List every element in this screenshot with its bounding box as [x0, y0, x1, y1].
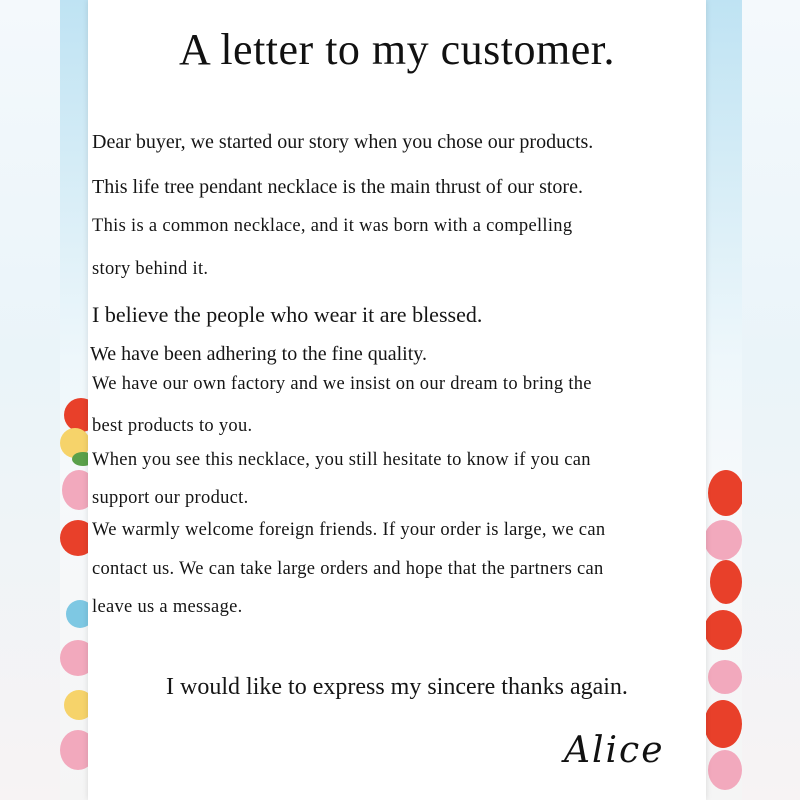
signature: Alice	[564, 730, 665, 771]
flower-icon	[710, 560, 742, 604]
flower-icon	[708, 660, 742, 694]
letter-line: best products to you.	[92, 416, 253, 436]
letter-line: We have been adhering to the fine quality.	[90, 343, 427, 365]
letter-line: This is a common necklace, and it was born with a compelling	[92, 216, 573, 236]
flower-icon	[704, 610, 742, 650]
right-floral-border	[704, 0, 742, 800]
letter-line: We warmly welcome foreign friends. If your order is large, we can	[92, 520, 606, 540]
letter-line: Dear buyer, we started our story when you chose our products.	[92, 131, 594, 153]
letter-line: story behind it.	[92, 259, 209, 279]
flower-icon	[704, 520, 742, 560]
letter-line: contact us. We can take large orders and hope that the partners can	[92, 559, 604, 579]
letter-line: This life tree pendant necklace is the main thrust of our store.	[92, 176, 583, 198]
flower-icon	[704, 700, 742, 748]
letter-paper	[88, 0, 706, 800]
flower-icon	[708, 470, 742, 516]
letter-line: I believe the people who wear it are blessed.	[92, 302, 483, 327]
letter-line: We have our own factory and we insist on our dream to bring the	[92, 374, 592, 394]
letter-line: When you see this necklace, you still hesitate to know if you can	[92, 450, 591, 470]
letter-title: A letter to my customer.	[178, 25, 616, 74]
flower-icon	[708, 750, 742, 790]
letter-line: support our product.	[92, 488, 249, 508]
letter-line: leave us a message.	[92, 597, 243, 617]
closing-line: I would like to express my sincere thanks again.	[166, 674, 628, 700]
